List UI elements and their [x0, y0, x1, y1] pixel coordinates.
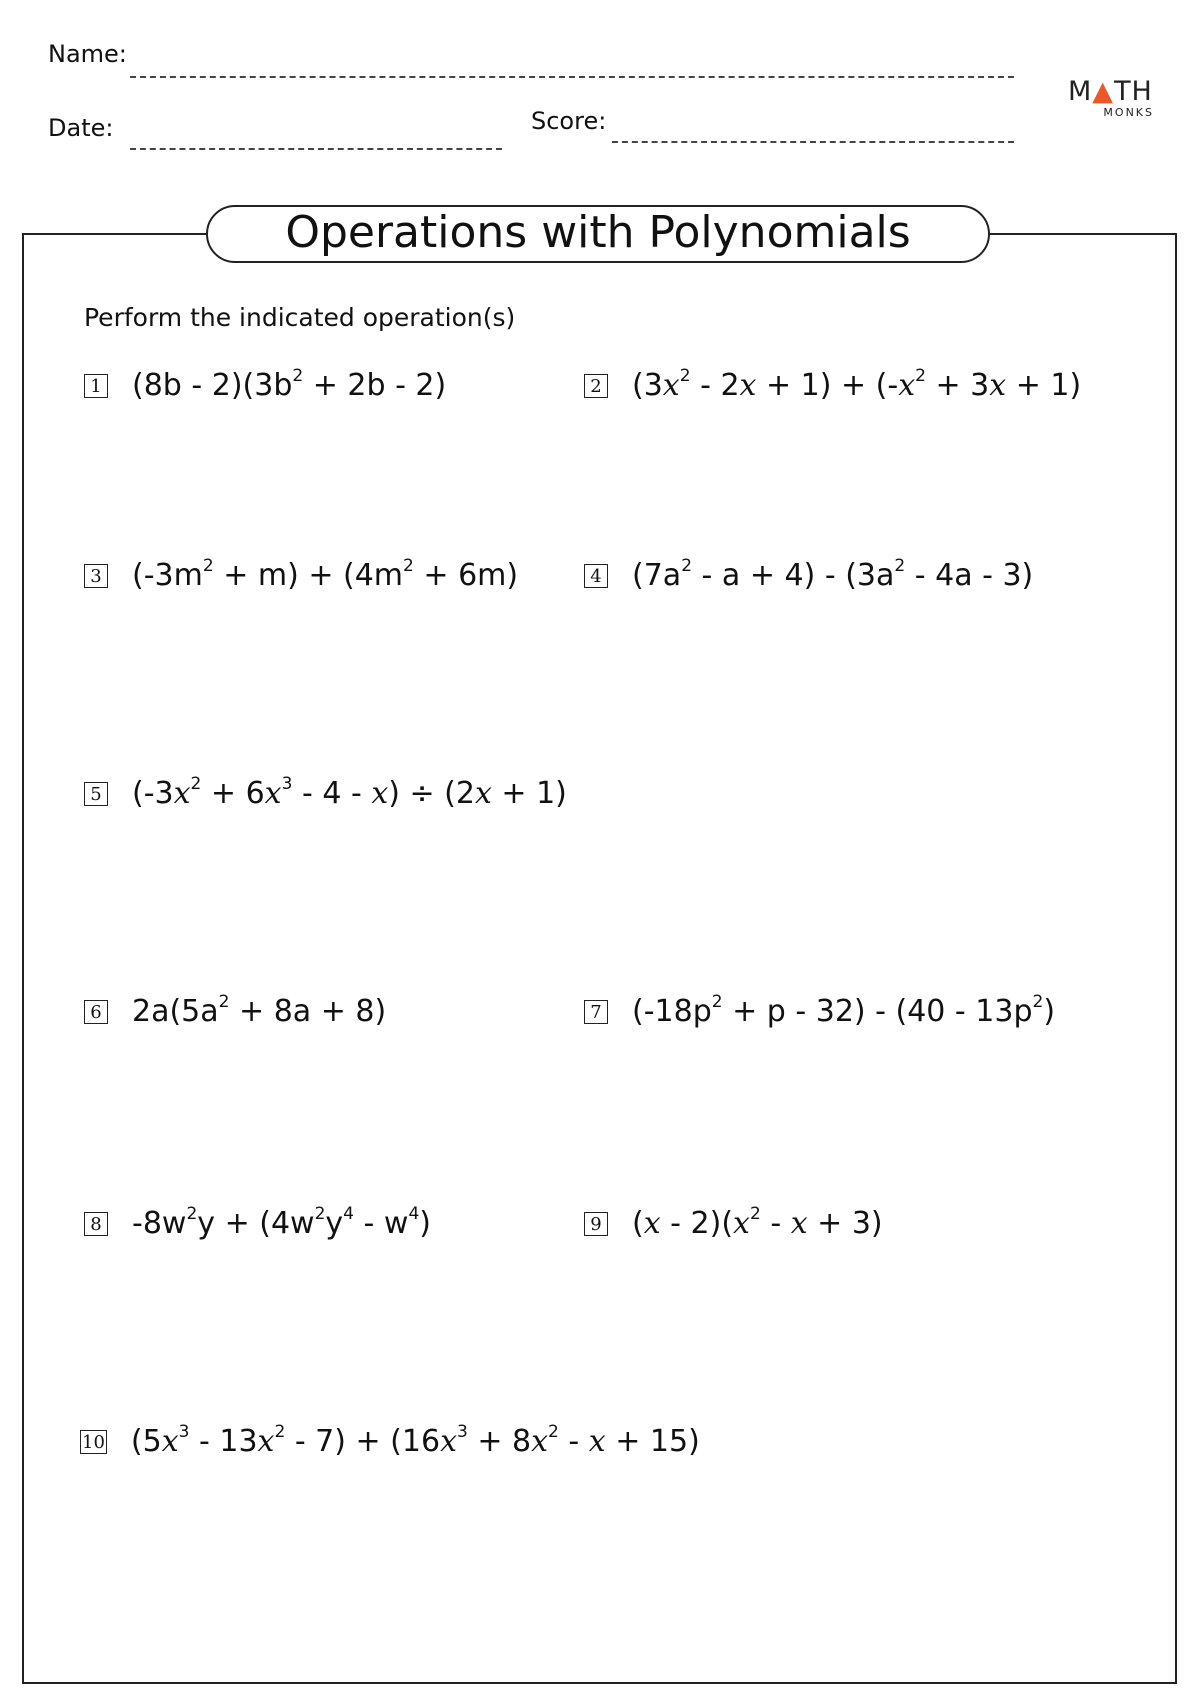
problem-number: 1 [84, 374, 108, 398]
problem-expression: $(-18p^2 + p - 32) - (40 - 13p^2)$ [632, 992, 1056, 1029]
problem-1 [84, 368, 446, 403]
problem-5 [84, 776, 567, 811]
problem-9 [584, 1206, 883, 1241]
logo-letter-m: M [1068, 76, 1093, 107]
worksheet-title-banner [206, 205, 990, 263]
worksheet-frame [22, 233, 1177, 1684]
problem-number: 5 [84, 782, 108, 806]
problem-number: 6 [84, 1000, 108, 1024]
problem-10 [80, 1424, 700, 1459]
problem-6 [84, 994, 386, 1029]
problem-expression: $(-3m^2 + m) + (4m^2 + 6m)$ [132, 556, 519, 593]
problem-expression: $(5x^3 - 13x^2 - 7) + (16x^3 + 8x^2 - x + 15)$ [130, 1422, 700, 1459]
score-field-line[interactable] [612, 141, 1014, 143]
problem-number: 3 [84, 564, 108, 588]
problem-expression: $(8b - 2)(3b^2 + 2b - 2)$ [132, 366, 447, 403]
problem-number: 10 [82, 1431, 105, 1453]
problem-expression: $(-3x^2 + 6x^3 - 4 - x) \div (2x + 1)$ [132, 774, 567, 811]
logo-letters-th: TH [1114, 76, 1153, 107]
problem-number: 7 [584, 1000, 608, 1024]
math-monks-logo [1068, 78, 1158, 119]
instruction-text: Perform the indicated operation(s) [84, 303, 516, 332]
problem-7 [584, 994, 1055, 1029]
problem-expression: $2a(5a^2 + 8a + 8)$ [132, 992, 387, 1029]
problem-number: 9 [584, 1212, 608, 1236]
problem-3 [84, 558, 518, 593]
problem-expression: $(7a^2 - a + 4) - (3a^2 - 4a - 3)$ [632, 556, 1034, 593]
problem-number: 2 [584, 374, 608, 398]
problem-4 [584, 558, 1033, 593]
logo-wordmark [1068, 78, 1158, 106]
score-label: Score: [531, 107, 607, 135]
name-label: Name: [48, 40, 127, 68]
logo-triangle-icon: ▲ [1092, 76, 1115, 107]
date-field-line[interactable] [130, 148, 502, 150]
problem-8 [84, 1206, 431, 1241]
problem-expression: $(x - 2)(x^2 - x + 3)$ [632, 1204, 883, 1241]
problem-expression: $-8w^2y + (4w^2y^4 - w^4)$ [132, 1204, 431, 1241]
problem-number: 8 [84, 1212, 108, 1236]
logo-subtext: MONKS [1103, 106, 1154, 119]
problem-expression: $(3x^2 - 2x + 1) + (-x^2 + 3x + 1)$ [632, 366, 1082, 403]
name-field-line[interactable] [130, 76, 1014, 78]
worksheet-title: Operations with Polynomials [285, 207, 911, 258]
problem-2 [584, 368, 1081, 403]
problem-number: 4 [584, 564, 608, 588]
date-label: Date: [48, 114, 114, 142]
